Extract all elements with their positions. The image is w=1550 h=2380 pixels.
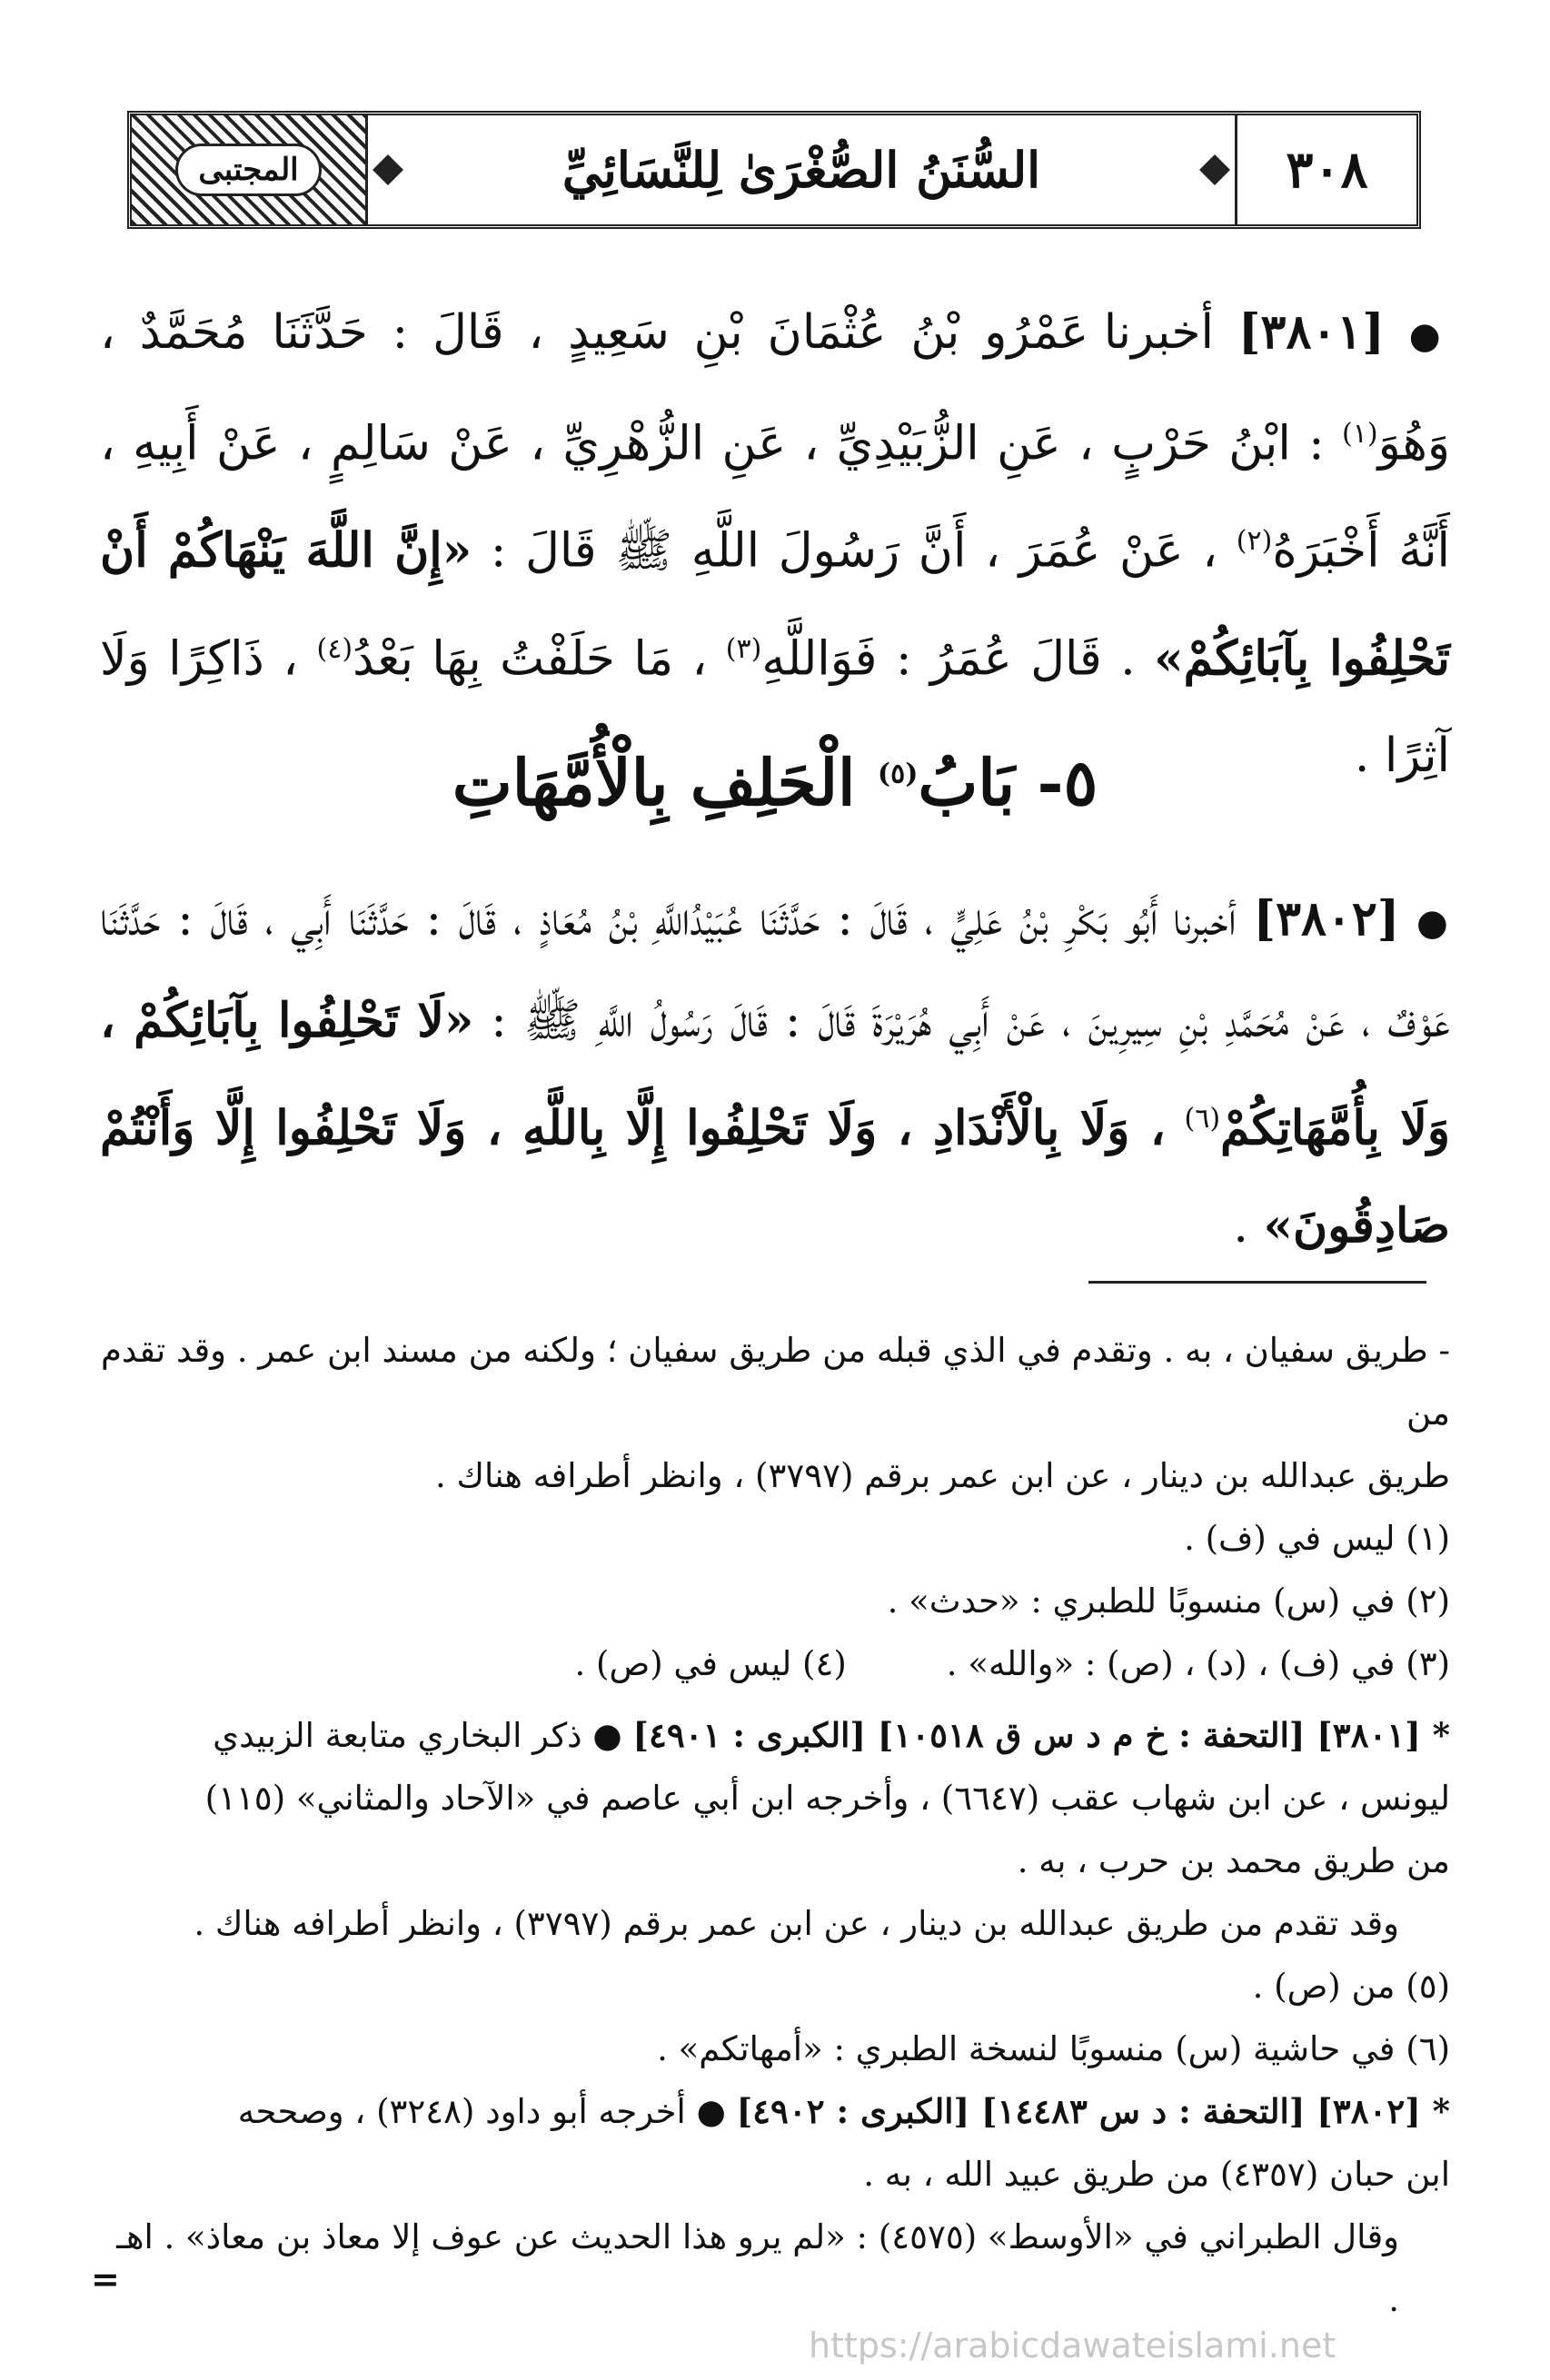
watermark: https://arabicdawateislami.net (809, 2325, 1336, 2365)
footnote-line: (٢) في (س) منسوبًا للطبري : «حدث» . (887, 1582, 1450, 1621)
chapter-heading (0, 745, 1550, 820)
footnote-separator (1088, 1281, 1426, 1284)
takhrij-text: ● ذكر البخاري متابعة الزبيدي (213, 1716, 622, 1755)
hadith-text: ، مَا حَلَفْتُ بِهَا بَعْدُ (353, 630, 708, 686)
footnotes (100, 1319, 1450, 2331)
bullet-icon: ● (1416, 902, 1451, 944)
hadith-text: ، ذَاكِرًا وَلَا آثِرًا . (100, 630, 1450, 783)
footnote-ref: (٦) (1184, 1103, 1221, 1135)
footnote-ref: (١) (1342, 418, 1378, 450)
footnote-ref: (٣) (725, 632, 762, 665)
prophetic-saying: ، وَلَا بِالْأَنْدَادِ ، وَلَا تَحْلِفُوا إِلَّا بِاللَّهِ ، وَلَا تَحْلِفُوا إِلَّا وَأَنْتُمْ صَادِقُونَ» (100, 1100, 1450, 1254)
hadith-text: أخبرنا أَبُو بَكْرِ بْنُ عَلِيٍّ ، قَالَ : حَدَّثَنَا عُبَيْدُاللَّهِ بْنُ مُعَاذٍ ، قَالَ : حَدَّثَنَا أَبِي ، قَالَ : حَدَّثَنَا عَوْفٌ ، عَنْ مُحَمَّدِ بْنِ سِيرِينَ ، عَنْ أَبِي هُرَيْرَةَ قَالَ : قَالَ رَسُولُ اللَّهِ ﷺ : (100, 892, 1450, 1048)
prophetic-saying: «إِنَّ اللَّهَ يَنْهَاكُمْ أَنْ تَحْلِفُوا بِآبَائِكُمْ» (100, 522, 1451, 686)
footnote-line: وقد تقدم من طريق عبدالله بن دينار ، عن ابن عمر برقم (٣٧٩٧) ، وانظر أطرافه هناك . (194, 1904, 1399, 1943)
footnote-row (100, 1632, 1450, 1695)
hadith-text: أخبرنا عَمْرُو بْنُ عُثْمَانَ بْنِ سَعِيدٍ ، قَالَ : حَدَّثَنَا مُحَمَّدٌ ، وَهُوَ (100, 305, 1450, 471)
takhrij-head: * [٣٨٠١] [التحفة : خ م د س ق ١٠٥١٨] [الكبرى : ٤٩٠١] (632, 1715, 1450, 1755)
bullet-icon: ● (1408, 315, 1451, 357)
footnote-line: (١) ليس في (ف) . (1184, 1519, 1450, 1558)
footnote-line: (٥) من (ص) . (1252, 1967, 1450, 2006)
footnote-line: طريق عبدالله بن دينار ، عن ابن عمر برقم (٣٧٩٧) ، وانظر أطرافه هناك . (434, 1456, 1450, 1495)
hadith-text: ، عَنْ عُمَرَ ، أَنَّ رَسُولَ اللَّهِ ﷺ قَالَ : (490, 523, 1218, 579)
ornament-diamond-icon (1199, 154, 1230, 185)
hadith-text: . قَالَ عُمَرُ : فَوَاللَّهِ (761, 630, 1136, 686)
footnote-line: وقال الطبراني في «الأوسط» (٤٥٧٥) : «لم يرو هذا الحديث عن عوف إلا معاذ بن معاذ» . اهـ . (116, 2217, 1399, 2319)
takhrij-3802 (100, 2080, 1450, 2143)
footnote-line: ليونس ، عن ابن شهاب عقب (٦٦٤٧) ، وأخرجه ابن أبي عاصم في «الآحاد والمثاني» (١١٥) (204, 1779, 1450, 1818)
footnote-line: من طريق محمد بن حرب ، به . (1017, 1841, 1450, 1880)
footnote-line: - طريق سفيان ، به . وتقدم في الذي قبله من طريق سفيان ؛ ولكنه من مسند ابن عمر . وقد تقدم من (100, 1331, 1450, 1433)
ornament-diamond-icon (373, 154, 403, 185)
footnote-ref: (٢) (1236, 525, 1273, 558)
prophetic-saying: «لَا تَحْلِفُوا بِآبَائِكُمْ ، وَلَا بِأُمَّهَاتِكُمْ (100, 993, 1451, 1156)
book-title: السُّنَنُ الصُّغْرَىٰ لِلنَّسَائِيِّ (561, 141, 1041, 199)
header-ornament (132, 115, 368, 224)
hadith-3802 (100, 870, 1450, 1275)
footnote-line: (٤) ليس في (ص) . (574, 1644, 847, 1683)
takhrij-text: ● أخرجه أبو داود (٣٢٤٨) ، وصححه (237, 2092, 726, 2131)
hadith-number: [٣٨٠١] (1237, 304, 1385, 360)
footnote-ref: (٤) (316, 632, 353, 665)
hadith-text: . (1233, 1199, 1248, 1254)
hadith-number: [٣٨٠٢] (1253, 891, 1400, 947)
hadith-3801 (100, 283, 1450, 805)
page-number: ٣٠٨ (1235, 115, 1416, 224)
footnote-line: ابن حبان (٤٣٥٧) من طريق عبيد الله ، به . (863, 2155, 1450, 2194)
chapter-title: بَابُ (918, 745, 1016, 820)
page-header (127, 111, 1421, 229)
footnote-ref: (٥) (877, 758, 919, 790)
chapter-number: ٥- (1037, 745, 1098, 820)
footnote-line: (٣) في (ف) ، (د) ، (ص) : «والله» . (946, 1644, 1450, 1683)
hadith-text: : ابْنُ حَرْبٍ ، عَنِ الزُّبَيْدِيِّ ، عَنِ الزُّهْرِيِّ ، عَنْ سَالِمٍ ، عَنْ أَبِيهِ ، أَنَّهُ أَخْبَرَهُ (100, 416, 1451, 579)
continuation-mark: = (91, 2258, 120, 2299)
book-label: المجتبى (175, 144, 321, 196)
chapter-title: الْحَلِفِ بِالْأُمَّهَاتِ (452, 745, 856, 820)
takhrij-head: * [٣٨٠٢] [التحفة : د س ١٤٤٨٣] [الكبرى : ٤٩٠٢] (736, 2091, 1450, 2131)
footnote-line: (٦) في حاشية (س) منسوبًا لنسخة الطبري : «أمهاتكم» . (657, 2029, 1450, 2068)
takhrij-3801 (100, 1704, 1450, 1767)
